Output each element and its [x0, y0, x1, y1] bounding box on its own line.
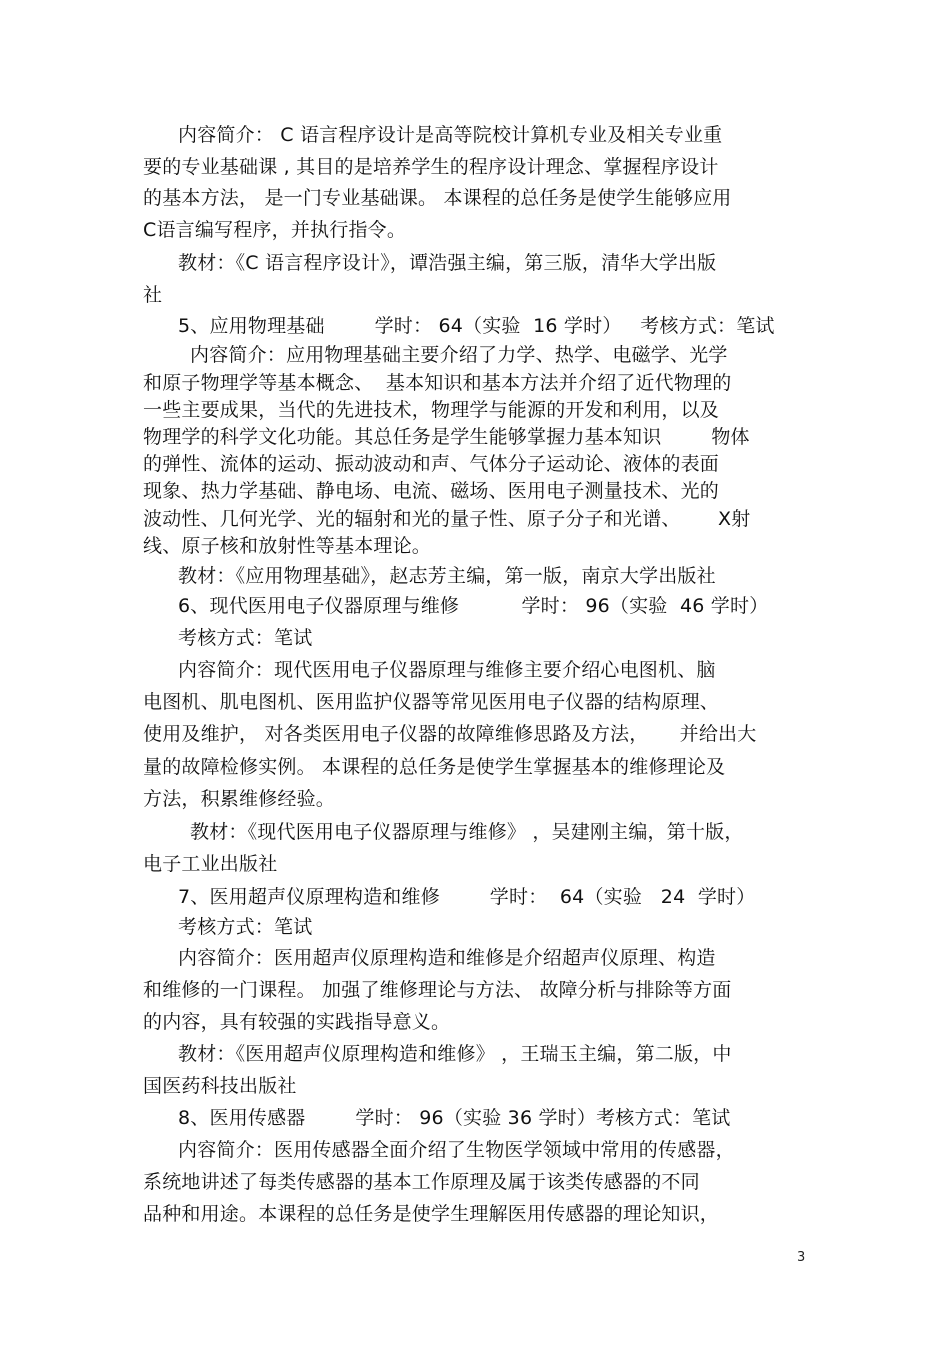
- text-line: 品种和用途。本课程的总任务是使学生理解医用传感器的理论知识，: [143, 1203, 720, 1225]
- text-line: 线、原子核和放射性等基本理论。: [143, 535, 432, 557]
- text-line: 社: [143, 284, 163, 306]
- text-line: 教材：《现代医用电子仪器原理与维修》 ，吴建刚主编，第十版，: [190, 821, 744, 843]
- text-line: 教材：《医用超声仪原理构造和维修》 ，王瑞玉主编，第二版，中: [178, 1043, 732, 1065]
- text-line: 现象、热力学基础、静电场、电流、磁场、医用电子测量技术、光的: [143, 480, 720, 502]
- text-line: 教材：《应用物理基础》，赵志芳主编，第一版，南京大学出版社: [178, 565, 716, 587]
- text-line: 方法，积累维修经验。: [143, 788, 336, 810]
- text-line: 内容简介：应用物理基础主要介绍了力学、热学、电磁学、光学: [190, 344, 728, 366]
- text-line: 内容简介：医用传感器全面介绍了生物医学领域中常用的传感器，: [178, 1139, 735, 1161]
- text-line: 国医药科技出版社: [143, 1075, 297, 1097]
- text-line: 内容简介： C 语言程序设计是高等院校计算机专业及相关专业重: [178, 124, 723, 146]
- text-line: 一些主要成果，当代的先进技术，物理学与能源的开发和利用，以及: [143, 399, 720, 421]
- course-heading: 7、医用超声仪原理构造和维修 学时： 64（实验 24 学时）: [178, 886, 756, 908]
- course-heading: 8、医用传感器 学时： 96（实验 36 学时）考核方式：笔试: [178, 1107, 731, 1129]
- text-line: 物理学的科学文化功能。其总任务是学生能够掌握力基本知识 物体: [143, 426, 750, 448]
- text-line: 使用及维护， 对各类医用电子仪器的故障维修思路及方法， 并给出大: [143, 723, 757, 745]
- text-line: 系统地讲述了每类传感器的基本工作原理及属于该类传感器的不同: [143, 1171, 700, 1193]
- course-heading: 6、现代医用电子仪器原理与维修 学时： 96（实验 46 学时）: [178, 595, 769, 617]
- text-line: 的弹性、流体的运动、振动波动和声、气体分子运动论、液体的表面: [143, 453, 720, 475]
- text-line: 电图机、肌电图机、医用监护仪器等常见医用电子仪器的结构原理、: [143, 691, 720, 713]
- text-line: 的基本方法， 是一门专业基础课。 本课程的总任务是使学生能够应用: [143, 187, 732, 209]
- text-line: 电子工业出版社: [143, 853, 278, 875]
- text-line: 波动性、几何光学、光的辐射和光的量子性、原子分子和光谱、 X射: [143, 508, 751, 530]
- page-number: 3: [797, 1250, 806, 1265]
- text-line: 要的专业基础课 , 其目的是培养学生的程序设计理念、掌握程序设计: [143, 156, 719, 178]
- text-line: 考核方式：笔试: [178, 627, 313, 649]
- text-line: 考核方式：笔试: [178, 916, 313, 938]
- text-line: 的内容，具有较强的实践指导意义。: [143, 1011, 451, 1033]
- text-line: 和原子物理学等基本概念、 基本知识和基本方法并介绍了近代物理的: [143, 372, 732, 394]
- text-line: 教材：《C 语言程序设计》，谭浩强主编，第三版，清华大学出版: [178, 252, 717, 274]
- text-line: C语言编写程序，并执行指令。: [143, 219, 407, 241]
- text-line: 内容简介：医用超声仪原理构造和维修是介绍超声仪原理、构造: [178, 947, 716, 969]
- text-line: 量的故障检修实例。 本课程的总任务是使学生掌握基本的维修理论及: [143, 756, 726, 778]
- course-heading: 5、应用物理基础 学时： 64（实验 16 学时） 考核方式：笔试: [178, 315, 775, 337]
- text-line: 和维修的一门课程。 加强了维修理论与方法、 故障分析与排除等方面: [143, 979, 732, 1001]
- text-line: 内容简介：现代医用电子仪器原理与维修主要介绍心电图机、脑: [178, 659, 716, 681]
